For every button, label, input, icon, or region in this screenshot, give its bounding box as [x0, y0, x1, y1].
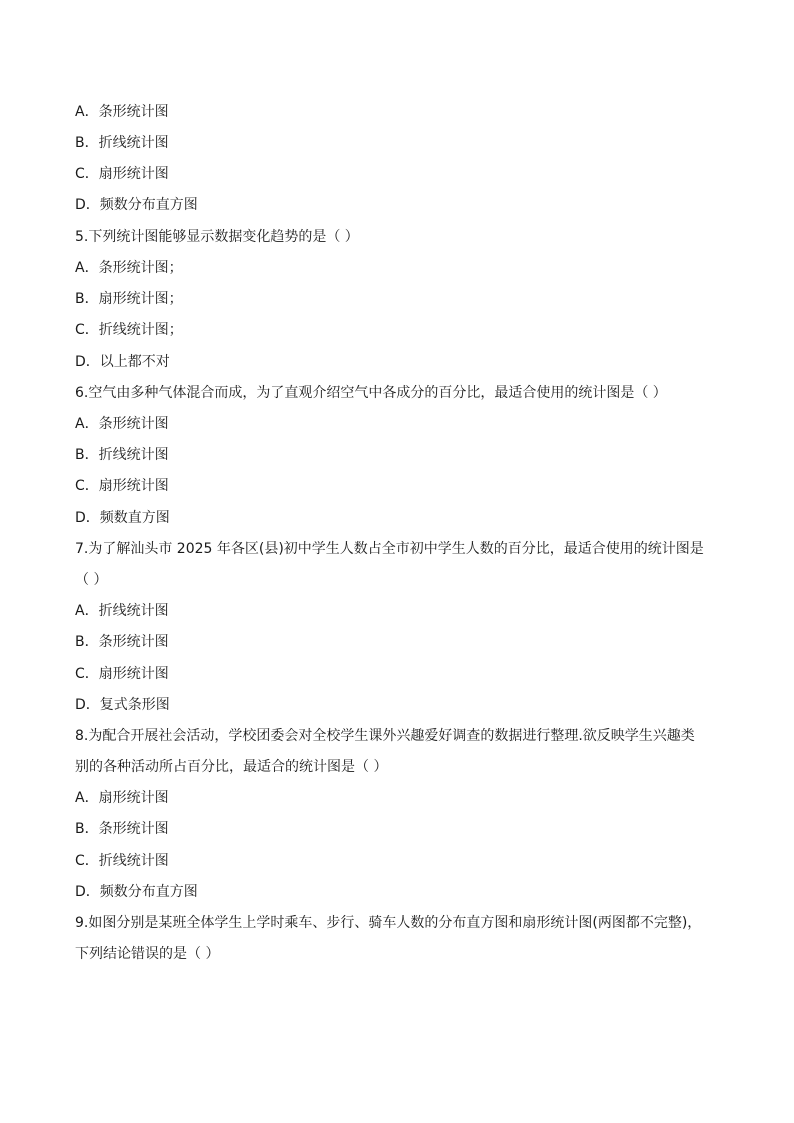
q4-option-c: C．扇形统计图: [75, 166, 169, 182]
q7-option-d: D．复式条形图: [75, 697, 170, 713]
q6-stem: 6.空气由多种气体混合而成，为了直观介绍空气中各成分的百分比，最适合使用的统计图是（ ）: [75, 385, 667, 401]
q7-stem-line1: 7.为了解汕头市 2025 年各区(县)初中学生人数占全市初中学生人数的百分比，最适合使用的统计图是: [75, 541, 704, 557]
q6-option-c: C．扇形统计图: [75, 478, 169, 494]
q4-option-a: A．条形统计图: [75, 104, 169, 120]
q5-option-c: C．折线统计图；: [75, 322, 183, 338]
q9-stem-line1: 9.如图分别是某班全体学生上学时乘车、步行、骑车人数的分布直方图和扇形统计图(两图都不完整)，: [75, 915, 702, 931]
q7-option-c: C．扇形统计图: [75, 666, 169, 682]
q7-option-a: A．折线统计图: [75, 603, 169, 619]
q6-option-b: B．折线统计图: [75, 447, 169, 463]
q4-option-d: D．频数分布直方图: [75, 197, 198, 213]
q5-option-d: D．以上都不对: [75, 354, 170, 370]
q9-stem-line2: 下列结论错误的是（ ）: [75, 946, 220, 962]
q8-option-a: A．扇形统计图: [75, 790, 169, 806]
q6-option-a: A．条形统计图: [75, 416, 169, 432]
q6-option-d: D．频数直方图: [75, 510, 170, 526]
q8-stem-line1: 8.为配合开展社会活动，学校团委会对全校学生课外兴趣爱好调查的数据进行整理.欲反映学生兴趣类: [75, 728, 695, 744]
q8-option-b: B．条形统计图: [75, 821, 169, 837]
q8-option-d: D．频数分布直方图: [75, 884, 198, 900]
q8-stem-line2: 别的各种活动所占百分比，最适合的统计图是（ ）: [75, 759, 388, 775]
q7-option-b: B．条形统计图: [75, 634, 169, 650]
q8-option-c: C．折线统计图: [75, 853, 169, 869]
q7-stem-line2: （ ）: [75, 572, 108, 588]
q5-option-b: B．扇形统计图；: [75, 291, 183, 307]
q5-stem: 5.下列统计图能够显示数据变化趋势的是（ ）: [75, 229, 359, 245]
q4-option-b: B．折线统计图: [75, 135, 169, 151]
q5-option-a: A．条形统计图；: [75, 260, 183, 276]
